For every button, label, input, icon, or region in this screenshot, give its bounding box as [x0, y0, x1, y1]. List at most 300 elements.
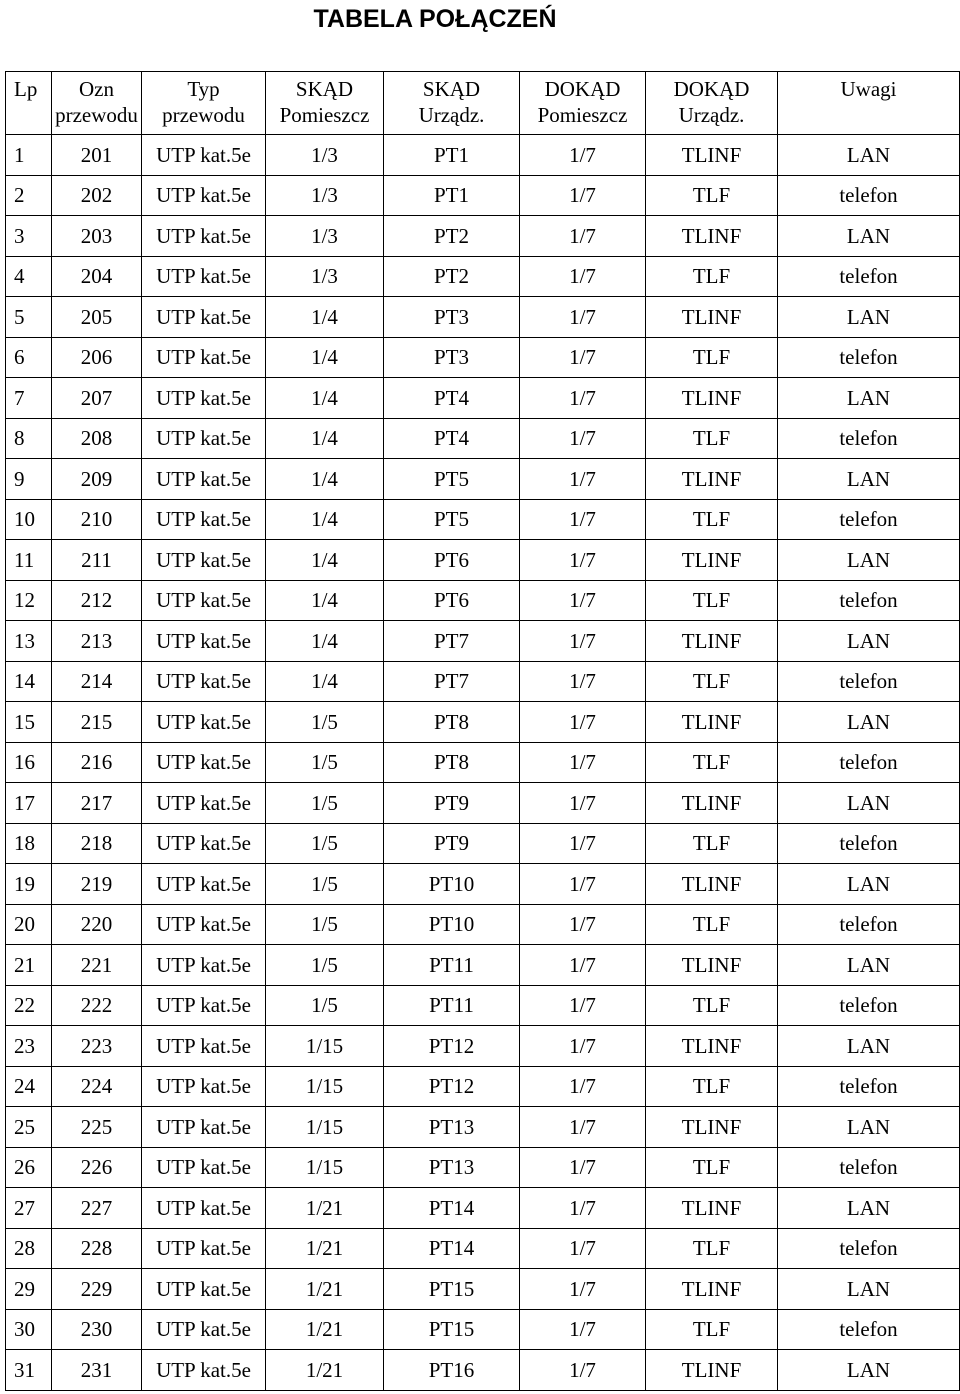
cell-ozn: 223 [52, 1026, 142, 1067]
cell-typ: UTP kat.5e [142, 1107, 266, 1148]
cell-skad-urzadz: PT11 [384, 945, 520, 986]
table-row [6, 1107, 960, 1148]
cell-lp: 22 [6, 985, 52, 1026]
cell-ozn: 221 [52, 945, 142, 986]
cell-dokad-pomieszcz: 1/7 [520, 823, 646, 864]
cell-dokad-urzadz: TLF [646, 580, 778, 621]
header-cell-skad-pomieszcz [266, 72, 384, 135]
cell-skad-urzadz: PT2 [384, 256, 520, 297]
header-line2: Urządz. [418, 103, 485, 127]
cell-dokad-urzadz: TLINF [646, 702, 778, 743]
cell-ozn: 228 [52, 1228, 142, 1269]
cell-typ: UTP kat.5e [142, 783, 266, 824]
cell-lp: 25 [6, 1107, 52, 1148]
cell-dokad-pomieszcz: 1/7 [520, 1066, 646, 1107]
cell-dokad-urzadz: TLF [646, 418, 778, 459]
cell-typ: UTP kat.5e [142, 661, 266, 702]
cell-typ: UTP kat.5e [142, 1309, 266, 1350]
table-row [6, 1350, 960, 1391]
cell-typ: UTP kat.5e [142, 499, 266, 540]
header-line2: przewodu [55, 103, 138, 127]
table-row [6, 823, 960, 864]
cell-lp: 24 [6, 1066, 52, 1107]
cell-skad-pomieszcz: 1/4 [266, 499, 384, 540]
cell-uwagi: telefon [778, 337, 960, 378]
cell-skad-urzadz: PT5 [384, 459, 520, 500]
cell-dokad-urzadz: TLINF [646, 297, 778, 338]
cell-uwagi: telefon [778, 418, 960, 459]
cell-lp: 29 [6, 1269, 52, 1310]
cell-uwagi: telefon [778, 1066, 960, 1107]
table-body [6, 72, 960, 1391]
cell-lp: 3 [6, 216, 52, 257]
cell-typ: UTP kat.5e [142, 1269, 266, 1310]
cell-typ: UTP kat.5e [142, 1188, 266, 1229]
header-line2: Pomieszcz [279, 103, 370, 127]
cell-dokad-pomieszcz: 1/7 [520, 499, 646, 540]
cell-dokad-urzadz: TLINF [646, 1107, 778, 1148]
cell-skad-pomieszcz: 1/15 [266, 1147, 384, 1188]
cell-lp: 31 [6, 1350, 52, 1391]
table-row [6, 459, 960, 500]
cell-lp: 6 [6, 337, 52, 378]
cell-dokad-urzadz: TLF [646, 175, 778, 216]
table-row [6, 1147, 960, 1188]
cell-skad-pomieszcz: 1/5 [266, 864, 384, 905]
cell-ozn: 222 [52, 985, 142, 1026]
cell-skad-pomieszcz: 1/5 [266, 783, 384, 824]
cell-skad-pomieszcz: 1/4 [266, 540, 384, 581]
cell-dokad-pomieszcz: 1/7 [520, 1309, 646, 1350]
table-row [6, 661, 960, 702]
cell-skad-urzadz: PT1 [384, 135, 520, 176]
cell-lp: 5 [6, 297, 52, 338]
cell-skad-pomieszcz: 1/21 [266, 1309, 384, 1350]
cell-dokad-pomieszcz: 1/7 [520, 1026, 646, 1067]
cell-dokad-pomieszcz: 1/7 [520, 216, 646, 257]
cell-dokad-pomieszcz: 1/7 [520, 1228, 646, 1269]
cell-ozn: 220 [52, 904, 142, 945]
cell-uwagi: LAN [778, 135, 960, 176]
table-row [6, 783, 960, 824]
table-row [6, 1228, 960, 1269]
cell-typ: UTP kat.5e [142, 1026, 266, 1067]
cell-lp: 14 [6, 661, 52, 702]
cell-skad-urzadz: PT6 [384, 540, 520, 581]
cell-uwagi: LAN [778, 621, 960, 662]
cell-dokad-pomieszcz: 1/7 [520, 378, 646, 419]
cell-skad-pomieszcz: 1/21 [266, 1350, 384, 1391]
cell-ozn: 224 [52, 1066, 142, 1107]
cell-skad-urzadz: PT12 [384, 1026, 520, 1067]
cell-uwagi: telefon [778, 499, 960, 540]
cell-lp: 26 [6, 1147, 52, 1188]
table-row [6, 499, 960, 540]
cell-lp: 7 [6, 378, 52, 419]
cell-uwagi: telefon [778, 742, 960, 783]
cell-ozn: 226 [52, 1147, 142, 1188]
cell-ozn: 203 [52, 216, 142, 257]
cell-lp: 1 [6, 135, 52, 176]
cell-uwagi: telefon [778, 904, 960, 945]
cell-skad-urzadz: PT15 [384, 1309, 520, 1350]
cell-skad-pomieszcz: 1/4 [266, 378, 384, 419]
cell-dokad-pomieszcz: 1/7 [520, 135, 646, 176]
cell-skad-pomieszcz: 1/5 [266, 823, 384, 864]
cell-ozn: 210 [52, 499, 142, 540]
cell-typ: UTP kat.5e [142, 459, 266, 500]
cell-dokad-pomieszcz: 1/7 [520, 540, 646, 581]
cell-dokad-pomieszcz: 1/7 [520, 256, 646, 297]
cell-dokad-pomieszcz: 1/7 [520, 1147, 646, 1188]
table-row [6, 621, 960, 662]
cell-lp: 10 [6, 499, 52, 540]
cell-lp: 13 [6, 621, 52, 662]
cell-uwagi: LAN [778, 702, 960, 743]
header-cell-dokad-urzadz [646, 72, 778, 135]
cell-uwagi: telefon [778, 175, 960, 216]
cell-lp: 17 [6, 783, 52, 824]
cell-typ: UTP kat.5e [142, 540, 266, 581]
cell-lp: 27 [6, 1188, 52, 1229]
cell-typ: UTP kat.5e [142, 418, 266, 459]
cell-dokad-urzadz: TLINF [646, 1269, 778, 1310]
cell-dokad-pomieszcz: 1/7 [520, 985, 646, 1026]
header-cell-uwagi [778, 72, 960, 135]
table-row [6, 540, 960, 581]
cell-ozn: 217 [52, 783, 142, 824]
header-line2: przewodu [162, 103, 245, 127]
cell-skad-urzadz: PT13 [384, 1107, 520, 1148]
cell-skad-urzadz: PT4 [384, 418, 520, 459]
cell-uwagi: telefon [778, 580, 960, 621]
cell-uwagi: telefon [778, 661, 960, 702]
table-row [6, 175, 960, 216]
connections-table [5, 71, 960, 1391]
cell-dokad-pomieszcz: 1/7 [520, 783, 646, 824]
header-line1: SKĄD [422, 77, 481, 101]
cell-typ: UTP kat.5e [142, 580, 266, 621]
table-row [6, 864, 960, 905]
header-line1: Uwagi [840, 77, 897, 101]
cell-skad-pomieszcz: 1/4 [266, 621, 384, 662]
cell-uwagi: telefon [778, 985, 960, 1026]
cell-dokad-pomieszcz: 1/7 [520, 904, 646, 945]
cell-dokad-urzadz: TLINF [646, 1350, 778, 1391]
cell-skad-pomieszcz: 1/5 [266, 985, 384, 1026]
cell-typ: UTP kat.5e [142, 216, 266, 257]
cell-uwagi: LAN [778, 1026, 960, 1067]
cell-skad-pomieszcz: 1/21 [266, 1269, 384, 1310]
cell-dokad-pomieszcz: 1/7 [520, 175, 646, 216]
cell-ozn: 206 [52, 337, 142, 378]
cell-skad-urzadz: PT11 [384, 985, 520, 1026]
cell-typ: UTP kat.5e [142, 297, 266, 338]
table-row [6, 580, 960, 621]
cell-dokad-urzadz: TLF [646, 985, 778, 1026]
cell-uwagi: LAN [778, 459, 960, 500]
table-row [6, 1026, 960, 1067]
cell-typ: UTP kat.5e [142, 702, 266, 743]
cell-typ: UTP kat.5e [142, 1350, 266, 1391]
cell-uwagi: LAN [778, 378, 960, 419]
cell-skad-urzadz: PT1 [384, 175, 520, 216]
cell-typ: UTP kat.5e [142, 1147, 266, 1188]
cell-uwagi: LAN [778, 945, 960, 986]
cell-dokad-pomieszcz: 1/7 [520, 1350, 646, 1391]
cell-uwagi: telefon [778, 1309, 960, 1350]
cell-dokad-pomieszcz: 1/7 [520, 418, 646, 459]
header-line1: SKĄD [295, 77, 354, 101]
cell-skad-urzadz: PT7 [384, 661, 520, 702]
cell-typ: UTP kat.5e [142, 378, 266, 419]
cell-dokad-urzadz: TLF [646, 661, 778, 702]
cell-ozn: 202 [52, 175, 142, 216]
cell-skad-urzadz: PT2 [384, 216, 520, 257]
cell-dokad-pomieszcz: 1/7 [520, 580, 646, 621]
cell-skad-urzadz: PT10 [384, 904, 520, 945]
cell-skad-urzadz: PT3 [384, 337, 520, 378]
cell-lp: 18 [6, 823, 52, 864]
cell-dokad-urzadz: TLINF [646, 783, 778, 824]
cell-skad-pomieszcz: 1/4 [266, 661, 384, 702]
cell-lp: 21 [6, 945, 52, 986]
cell-typ: UTP kat.5e [142, 337, 266, 378]
cell-lp: 4 [6, 256, 52, 297]
table-row [6, 1269, 960, 1310]
cell-skad-urzadz: PT10 [384, 864, 520, 905]
cell-skad-pomieszcz: 1/3 [266, 135, 384, 176]
cell-typ: UTP kat.5e [142, 1066, 266, 1107]
cell-uwagi: LAN [778, 216, 960, 257]
cell-dokad-urzadz: TLF [646, 337, 778, 378]
cell-lp: 12 [6, 580, 52, 621]
cell-dokad-pomieszcz: 1/7 [520, 1188, 646, 1229]
cell-ozn: 212 [52, 580, 142, 621]
header-line1: Typ [187, 77, 220, 101]
cell-skad-pomieszcz: 1/5 [266, 945, 384, 986]
cell-dokad-urzadz: TLINF [646, 1188, 778, 1229]
cell-uwagi: telefon [778, 823, 960, 864]
cell-skad-urzadz: PT5 [384, 499, 520, 540]
cell-skad-urzadz: PT14 [384, 1228, 520, 1269]
cell-skad-pomieszcz: 1/15 [266, 1026, 384, 1067]
cell-dokad-pomieszcz: 1/7 [520, 621, 646, 662]
cell-skad-urzadz: PT6 [384, 580, 520, 621]
header-line1: Lp [14, 77, 38, 101]
cell-dokad-urzadz: TLF [646, 1066, 778, 1107]
cell-ozn: 231 [52, 1350, 142, 1391]
cell-skad-pomieszcz: 1/5 [266, 702, 384, 743]
cell-typ: UTP kat.5e [142, 823, 266, 864]
cell-lp: 20 [6, 904, 52, 945]
cell-skad-urzadz: PT13 [384, 1147, 520, 1188]
cell-ozn: 213 [52, 621, 142, 662]
cell-skad-pomieszcz: 1/5 [266, 742, 384, 783]
cell-skad-urzadz: PT9 [384, 823, 520, 864]
cell-skad-pomieszcz: 1/3 [266, 256, 384, 297]
cell-dokad-urzadz: TLINF [646, 378, 778, 419]
cell-dokad-urzadz: TLF [646, 823, 778, 864]
cell-dokad-pomieszcz: 1/7 [520, 337, 646, 378]
cell-lp: 8 [6, 418, 52, 459]
cell-dokad-urzadz: TLF [646, 1147, 778, 1188]
cell-typ: UTP kat.5e [142, 1228, 266, 1269]
cell-skad-pomieszcz: 1/21 [266, 1228, 384, 1269]
cell-lp: 2 [6, 175, 52, 216]
cell-ozn: 230 [52, 1309, 142, 1350]
cell-skad-urzadz: PT15 [384, 1269, 520, 1310]
cell-skad-urzadz: PT4 [384, 378, 520, 419]
cell-dokad-urzadz: TLINF [646, 864, 778, 905]
cell-dokad-pomieszcz: 1/7 [520, 459, 646, 500]
table-row [6, 1066, 960, 1107]
cell-dokad-urzadz: TLF [646, 256, 778, 297]
cell-dokad-pomieszcz: 1/7 [520, 661, 646, 702]
cell-dokad-pomieszcz: 1/7 [520, 702, 646, 743]
cell-skad-pomieszcz: 1/4 [266, 297, 384, 338]
cell-dokad-urzadz: TLINF [646, 621, 778, 662]
cell-ozn: 218 [52, 823, 142, 864]
header-line2: Pomieszcz [537, 103, 628, 127]
cell-uwagi: LAN [778, 297, 960, 338]
cell-uwagi: LAN [778, 1350, 960, 1391]
table-row [6, 702, 960, 743]
cell-skad-pomieszcz: 1/3 [266, 175, 384, 216]
cell-dokad-urzadz: TLINF [646, 459, 778, 500]
cell-lp: 16 [6, 742, 52, 783]
cell-dokad-pomieszcz: 1/7 [520, 742, 646, 783]
cell-typ: UTP kat.5e [142, 985, 266, 1026]
cell-dokad-pomieszcz: 1/7 [520, 297, 646, 338]
cell-skad-pomieszcz: 1/3 [266, 216, 384, 257]
cell-skad-urzadz: PT7 [384, 621, 520, 662]
cell-skad-urzadz: PT14 [384, 1188, 520, 1229]
table-row [6, 742, 960, 783]
cell-uwagi: telefon [778, 1228, 960, 1269]
cell-ozn: 219 [52, 864, 142, 905]
cell-lp: 11 [6, 540, 52, 581]
cell-skad-urzadz: PT8 [384, 702, 520, 743]
cell-lp: 28 [6, 1228, 52, 1269]
cell-ozn: 211 [52, 540, 142, 581]
cell-dokad-urzadz: TLINF [646, 135, 778, 176]
cell-dokad-urzadz: TLF [646, 1309, 778, 1350]
cell-dokad-urzadz: TLINF [646, 216, 778, 257]
cell-dokad-urzadz: TLF [646, 1228, 778, 1269]
table-row [6, 1188, 960, 1229]
cell-lp: 23 [6, 1026, 52, 1067]
table-row [6, 985, 960, 1026]
cell-dokad-pomieszcz: 1/7 [520, 864, 646, 905]
cell-typ: UTP kat.5e [142, 945, 266, 986]
cell-typ: UTP kat.5e [142, 864, 266, 905]
cell-ozn: 201 [52, 135, 142, 176]
table-row [6, 297, 960, 338]
header-cell-dokad-pomieszcz [520, 72, 646, 135]
cell-typ: UTP kat.5e [142, 175, 266, 216]
cell-skad-urzadz: PT3 [384, 297, 520, 338]
table-row [6, 378, 960, 419]
cell-skad-pomieszcz: 1/4 [266, 337, 384, 378]
page-title: TABELA POŁĄCZEŃ [313, 5, 557, 33]
cell-dokad-urzadz: TLF [646, 904, 778, 945]
table-row [6, 1309, 960, 1350]
cell-dokad-pomieszcz: 1/7 [520, 945, 646, 986]
header-line1: DOKĄD [673, 77, 750, 101]
cell-dokad-urzadz: TLF [646, 499, 778, 540]
cell-ozn: 209 [52, 459, 142, 500]
cell-uwagi: LAN [778, 783, 960, 824]
cell-dokad-urzadz: TLINF [646, 1026, 778, 1067]
cell-typ: UTP kat.5e [142, 742, 266, 783]
header-cell-ozn [52, 72, 142, 135]
cell-ozn: 225 [52, 1107, 142, 1148]
cell-ozn: 215 [52, 702, 142, 743]
cell-dokad-urzadz: TLINF [646, 945, 778, 986]
cell-lp: 30 [6, 1309, 52, 1350]
header-line1: DOKĄD [544, 77, 621, 101]
cell-skad-pomieszcz: 1/4 [266, 418, 384, 459]
cell-skad-urzadz: PT9 [384, 783, 520, 824]
table-row [6, 904, 960, 945]
cell-ozn: 229 [52, 1269, 142, 1310]
cell-dokad-pomieszcz: 1/7 [520, 1107, 646, 1148]
cell-typ: UTP kat.5e [142, 256, 266, 297]
header-line1: Ozn [79, 77, 114, 101]
cell-uwagi: telefon [778, 256, 960, 297]
header-cell-typ [142, 72, 266, 135]
table-row [6, 256, 960, 297]
table-header-row [6, 72, 960, 135]
cell-typ: UTP kat.5e [142, 904, 266, 945]
cell-uwagi: LAN [778, 1269, 960, 1310]
cell-skad-urzadz: PT8 [384, 742, 520, 783]
cell-uwagi: telefon [778, 1147, 960, 1188]
table-row [6, 135, 960, 176]
cell-typ: UTP kat.5e [142, 621, 266, 662]
cell-skad-urzadz: PT16 [384, 1350, 520, 1391]
cell-skad-pomieszcz: 1/15 [266, 1107, 384, 1148]
header-cell-skad-urzadz [384, 72, 520, 135]
cell-uwagi: LAN [778, 864, 960, 905]
cell-skad-pomieszcz: 1/21 [266, 1188, 384, 1229]
table-row [6, 945, 960, 986]
cell-ozn: 207 [52, 378, 142, 419]
header-cell-lp [6, 72, 52, 135]
cell-skad-pomieszcz: 1/15 [266, 1066, 384, 1107]
cell-ozn: 204 [52, 256, 142, 297]
cell-uwagi: LAN [778, 540, 960, 581]
cell-skad-pomieszcz: 1/4 [266, 580, 384, 621]
cell-ozn: 227 [52, 1188, 142, 1229]
cell-ozn: 208 [52, 418, 142, 459]
cell-typ: UTP kat.5e [142, 135, 266, 176]
cell-skad-pomieszcz: 1/5 [266, 904, 384, 945]
cell-dokad-urzadz: TLINF [646, 540, 778, 581]
cell-lp: 19 [6, 864, 52, 905]
cell-lp: 9 [6, 459, 52, 500]
table-row [6, 418, 960, 459]
cell-dokad-urzadz: TLF [646, 742, 778, 783]
header-line2: Urządz. [678, 103, 745, 127]
cell-ozn: 216 [52, 742, 142, 783]
cell-skad-urzadz: PT12 [384, 1066, 520, 1107]
table-row [6, 216, 960, 257]
cell-uwagi: LAN [778, 1107, 960, 1148]
table-row [6, 337, 960, 378]
cell-skad-pomieszcz: 1/4 [266, 459, 384, 500]
